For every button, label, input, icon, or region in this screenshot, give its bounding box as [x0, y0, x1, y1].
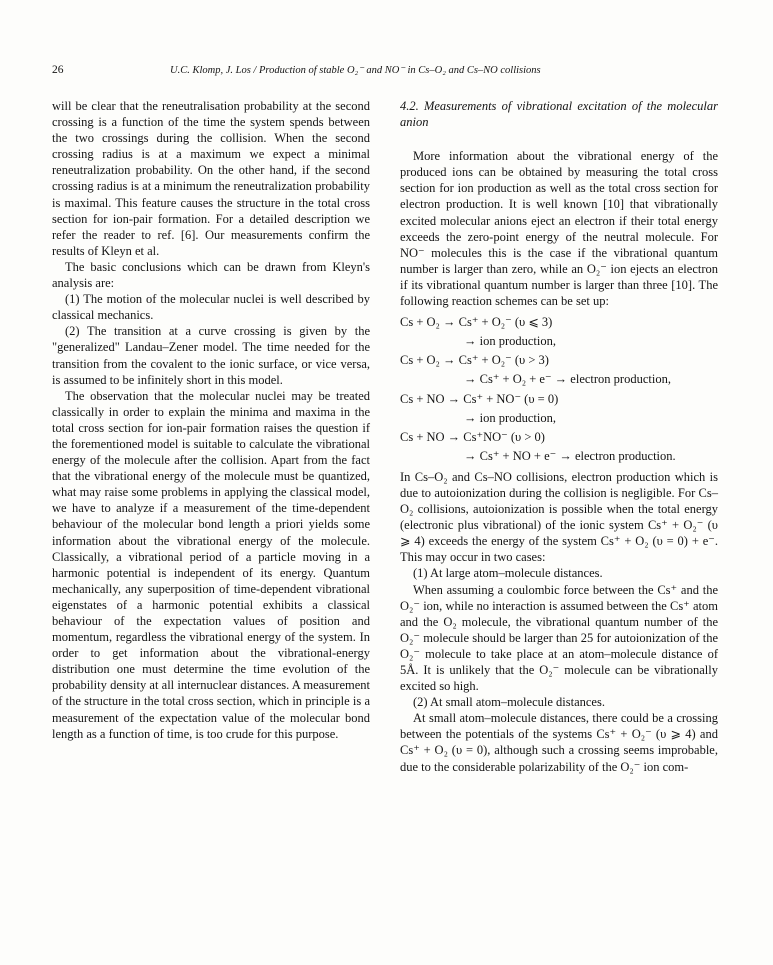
- equation-continuation: → ion production,: [464, 334, 557, 349]
- list-item: (1) The motion of the molecular nuclei is well described by classical mechanics.: [52, 292, 370, 323]
- list-item: (2) At small atom–molecule distances.: [413, 695, 605, 710]
- paragraph: More information about the vibrational energy of the produced ions can be obtained by measuring the total cross section for ion production as well as the total cross section for electron production. It is well known [10] that vibrationally excited molecular anions eject an electron if their total energy exceeds the zero-point energy of the neutral molecule. For NO⁻ molecules this is the case if the vibrational quantum number is larger than zero, while an O₂⁻ ion ejects an electron if its vibrational quantum number is larger than three [10]. The following reaction schemes can be set up:: [400, 149, 718, 309]
- page-number: 26: [52, 64, 64, 76]
- left-column: [52, 98, 370, 742]
- equation: Cs + O₂ → Cs⁺ + O₂⁻ (υ ⩽ 3): [400, 315, 553, 330]
- reaction-schemes: [400, 314, 718, 464]
- equation-continuation: → ion production,: [464, 410, 557, 425]
- list-item: (1) At large atom–molecule distances.: [413, 566, 603, 581]
- paragraph: When assuming a coulombic force between the Cs⁺ and the O₂⁻ ion, while no interaction is assumed between the Cs⁺ atom and the O₂ molecule, the vibrational quantum number of the O₂⁻ molecule should be larger than 25 for autoionization of the O₂⁻ molecule to take place at an atom–molecule distance of 5Å. It is unlikely that the O₂⁻ molecule can be vibrationally excited so high.: [400, 582, 718, 694]
- paragraph: At small atom–molecule distances, there could be a crossing between the potentials of the systems Cs⁺ + O₂⁻ (υ ⩾ 4) and Cs⁺ + O₂ (υ = 0), although such a crossing seems improbable, due to the considerable polarizability of the O₂⁻ ion com-: [400, 711, 718, 774]
- page-header: [52, 64, 718, 84]
- paragraph: The basic conclusions which can be drawn from Kleyn's analysis are:: [52, 259, 370, 291]
- paragraph: The observation that the molecular nuclei may be treated classically in order to explain the minima and maxima in the total cross section for ion-pair formation raises the question if the forementioned model is suitable to calculate the vibrational energy of the molecule after the collision. Apart from the fact that the vibrational energy of the molecule must be quantized, what may raise some problems in applying the classical model, we have to analyze if a measurement of the time-dependent behaviour of the molecular bond length a priori yields some information about the vibrational energy of the molecule. Classically, a vibrational period of a particle moving in a harmonic potential is independent of its energy. Quantum mechanically, any superposition of time-dependent vibrational eigenstates of a harmonic potential exhibits a classical behaviour of the expectation values of position and momentum, regardless the vibrational energy of the system. In order to get information about the vibrational-energy distribution one must determine the time evolution of the probability density at all internuclear distances. A measurement of the structure in the total cross section, which in principle is a measurement of the expectation value of the molecular bond length as a function of time, is too crude for this purpose.: [52, 388, 370, 741]
- equation-continuation: → Cs⁺ + NO + e⁻ → electron production.: [464, 448, 676, 463]
- equation: Cs + O₂ → Cs⁺ + O₂⁻ (υ > 3): [400, 353, 549, 368]
- list-item: (2) The transition at a curve crossing is given by the "generalized" Landau–Zener model. The time needed for the transition from the covalent to the ionic surface, or vice versa, is assumed to be infinitely short in this model.: [52, 324, 370, 387]
- equation: Cs + NO → Cs⁺NO⁻ (υ > 0): [400, 429, 545, 444]
- running-head: U.C. Klomp, J. Los / Production of stable O₂⁻ and NO⁻ in Cs–O₂ and Cs–NO collisions: [170, 65, 541, 76]
- section-heading: 4.2. Measurements of vibrational excitation of the molecular anion: [400, 99, 718, 130]
- equation: Cs + NO → Cs⁺ + NO⁻ (υ = 0): [400, 391, 559, 406]
- right-column: [400, 98, 718, 775]
- paragraph: will be clear that the reneutralisation probability at the second crossing is a function of the time the system spends between the two crossings during the collision. When the second crossing radius is at a maximum we expect a minimal reneutralization probability. On the other hand, if the second crossing radius is at a minimum the reneutralization probability is maximal. This feature causes the structure in the total cross section for ion-pair formation. For a detailed description we refer the reader to ref. [6]. Our measurements confirm the results of Kleyn et al.: [52, 99, 370, 258]
- paragraph: In Cs–O₂ and Cs–NO collisions, electron production which is due to autoionization during the collision is negligible. For Cs–O₂ collisions, autoionization is possible when the total energy (electronic plus vibrational) of the ionic system Cs⁺ + O₂⁻ (υ ⩾ 4) exceeds the energy of the system Cs⁺ + O₂ (υ = 0) + e⁻. This may occur in two cases:: [400, 469, 718, 565]
- equation-continuation: → Cs⁺ + O₂ + e⁻ → electron production,: [464, 372, 671, 387]
